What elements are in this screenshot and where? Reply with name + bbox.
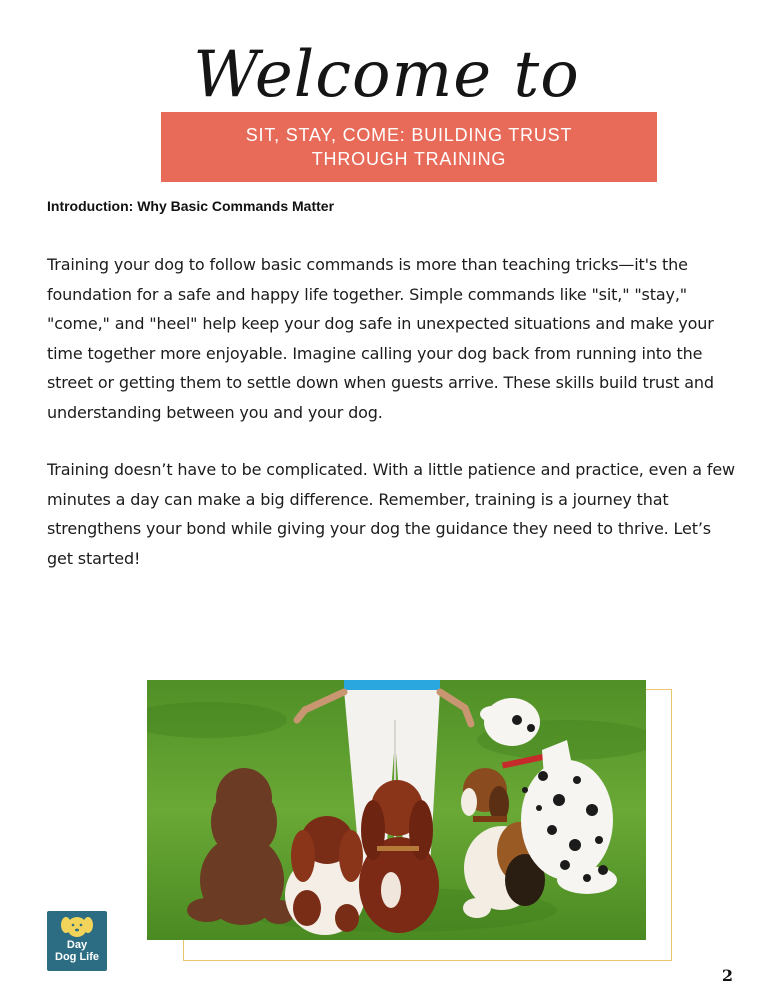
dog-face-icon	[47, 911, 107, 941]
title-line-1: SIT, STAY, COME: BUILDING TRUST	[245, 125, 573, 145]
day-dog-life-logo	[47, 911, 107, 971]
title-banner	[161, 112, 657, 182]
section-heading: Introduction: Why Basic Commands Matter	[47, 198, 335, 214]
welcome-heading: Welcome to	[193, 38, 580, 112]
intro-paragraph-1: Training your dog to follow basic commands is more than teaching tricks—it's the foundation for a safe and happy life together. Simple commands like "sit," "stay," "come," and "heel" help keep your dog safe in unexpected situations and make your time together more enjoyable. Imagine calling your dog back from running into the street or getting them to settle down when guests arrive. These skills build trust and understanding between you and your dog.	[47, 255, 714, 422]
dog-training-illustration	[147, 680, 646, 940]
logo-text-line-1: Day	[66, 939, 88, 951]
page-number: 2	[721, 966, 733, 985]
title-line-2: THROUGH TRAINING	[311, 149, 507, 169]
dog-training-photo	[147, 680, 646, 940]
springer-spaniel-white	[285, 816, 365, 935]
logo-text-line-2: Dog Life	[55, 951, 99, 963]
intro-paragraph-2: Training doesn’t have to be complicated. With a little patience and practice, even a few minutes a day can make a big difference. Remember, training is a journey that strengthens your bond while giving your dog the guidance they need to thrive. Let’s get started!	[47, 460, 735, 568]
